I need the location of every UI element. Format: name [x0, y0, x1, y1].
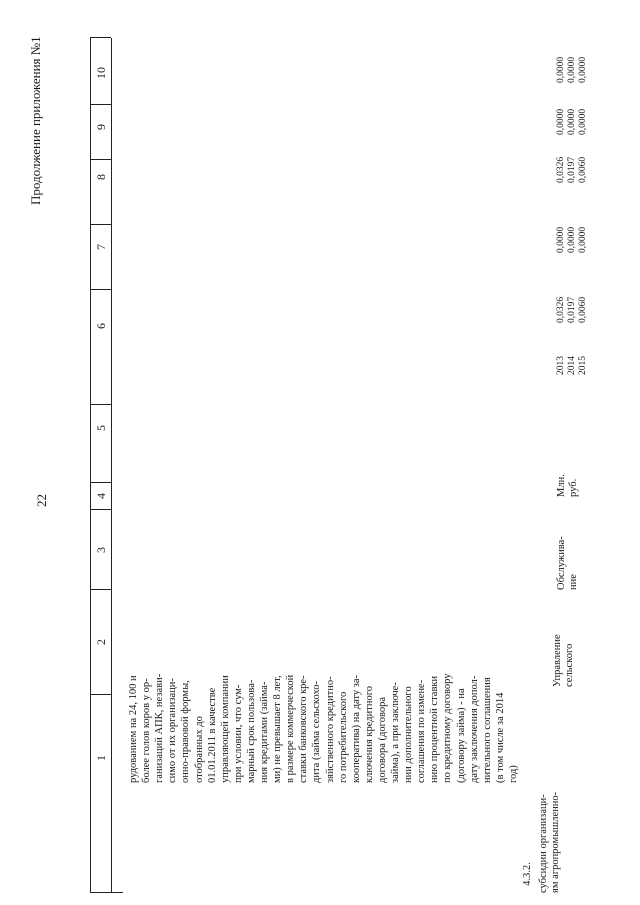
text-line: в размере коммерческой — [285, 674, 297, 783]
text-line: (в том числе за 2014 — [494, 692, 506, 783]
appendix-caption: Продолжение приложения №1 — [28, 36, 43, 205]
column-header: 4 — [94, 493, 108, 499]
text-line: сельского — [564, 643, 576, 687]
text-line: ям агропромышленно- — [550, 791, 562, 893]
text-line: (договору займа) - на — [455, 688, 467, 783]
table-border-right — [90, 37, 111, 38]
value: 0,0060 — [577, 156, 588, 183]
text-line: ключения кредитного — [363, 685, 375, 783]
col-divider — [90, 404, 111, 405]
row-4-3-2-col8 — [556, 157, 588, 183]
table-left-edge-stub — [111, 892, 123, 893]
text-line: год) — [507, 765, 519, 783]
value: 0,0000 — [566, 108, 577, 135]
value: 0,0060 — [577, 296, 588, 323]
column-header: 3 — [94, 547, 108, 553]
text-line: Обслужива- — [556, 536, 567, 590]
text-line: субсидии организаци- — [538, 794, 549, 893]
column-header: 7 — [94, 244, 108, 250]
text-line: по кредитному договору — [442, 673, 454, 783]
value: 0,0000 — [566, 56, 577, 83]
text-line: отобранных до — [193, 716, 205, 783]
row-4-3-2-col2 — [552, 634, 577, 687]
col-divider — [90, 589, 111, 590]
value: 0,0326 — [556, 296, 566, 323]
year: 2013 — [556, 356, 566, 375]
text-line: Млн. — [556, 474, 567, 497]
row-4-3-2-col7 — [556, 227, 588, 253]
table-border-top — [90, 38, 91, 893]
row-4-3-2-col3 — [556, 536, 581, 590]
text-line: более голов коров у ор- — [141, 678, 153, 783]
text-line: договора (договора — [376, 697, 388, 783]
column-header: 1 — [94, 755, 108, 761]
text-line: дита (займа сельскохо- — [311, 680, 323, 783]
year: 2014 — [566, 356, 577, 375]
column-header: 8 — [94, 174, 108, 180]
column-header: 6 — [94, 323, 108, 329]
text-line: ганизаций АПК, незави- — [154, 673, 166, 783]
text-line: зяйственного кредитно- — [324, 676, 336, 783]
value: 0,0000 — [556, 108, 566, 135]
value: 0,0000 — [556, 226, 566, 253]
row-4-3-2-col9 — [556, 109, 588, 135]
text-line: ние — [568, 574, 580, 590]
text-line: дату заключения допол- — [468, 675, 480, 783]
text-line: ния кредитами (займа- — [259, 681, 270, 783]
text-line: марный срок пользова- — [245, 679, 257, 783]
text-line: го потребительского — [337, 691, 349, 783]
column-header: 9 — [94, 124, 108, 130]
row-4-3-2-years — [556, 356, 588, 375]
value: 0,0000 — [577, 56, 588, 83]
text-line: нительного соглашения — [481, 677, 493, 783]
text-line: кооператива) на дату за- — [350, 674, 362, 783]
row-4-3-2-col6 — [556, 297, 588, 323]
text-line: симо от их организаци- — [167, 678, 179, 783]
text-line: руб. — [568, 478, 580, 497]
text-line: займа), а при заключе- — [390, 682, 401, 783]
value: 0,0000 — [566, 226, 577, 253]
table-border-left — [90, 892, 111, 893]
text-line: соглашения по измене- — [416, 679, 428, 783]
year: 2015 — [577, 356, 588, 375]
col-divider — [90, 694, 111, 695]
text-line: при условии, что сум- — [232, 684, 244, 783]
text-line: ми) не превышает 8 лет, — [272, 675, 284, 783]
value: 0,0326 — [556, 156, 566, 183]
text-line: онно-правовой формы, — [180, 680, 192, 783]
row-4-3-2-col1 — [538, 792, 563, 893]
col-divider — [90, 104, 111, 105]
text-line: ставки банковского кре- — [298, 675, 310, 783]
row-4-3-2-col10 — [556, 57, 588, 83]
value: 0,0000 — [577, 226, 588, 253]
col-divider — [90, 159, 111, 160]
column-header: 2 — [94, 639, 108, 645]
col-divider — [90, 289, 111, 290]
column-header: 5 — [94, 425, 108, 431]
value: 0,0000 — [577, 108, 588, 135]
text-line: нию процентной ставки — [429, 675, 441, 783]
text-line: нии дополнительного — [403, 686, 415, 783]
value: 0,0197 — [566, 156, 577, 183]
row-4-3-2-col4 — [556, 474, 581, 497]
page-number: 22 — [34, 494, 49, 507]
text-line: 01.01.2011 в качестве — [206, 687, 218, 783]
column-header: 10 — [94, 67, 108, 79]
value: 0,0000 — [556, 56, 566, 83]
text-line: управляющей компании — [219, 675, 231, 783]
col-divider — [90, 224, 111, 225]
table-header-bottom — [111, 38, 112, 893]
row-number: 4.3.2. — [522, 862, 533, 886]
value: 0,0197 — [566, 296, 577, 323]
text-line: Управление — [552, 634, 563, 687]
text-line: рудованием на 24, 100 и — [128, 675, 139, 783]
